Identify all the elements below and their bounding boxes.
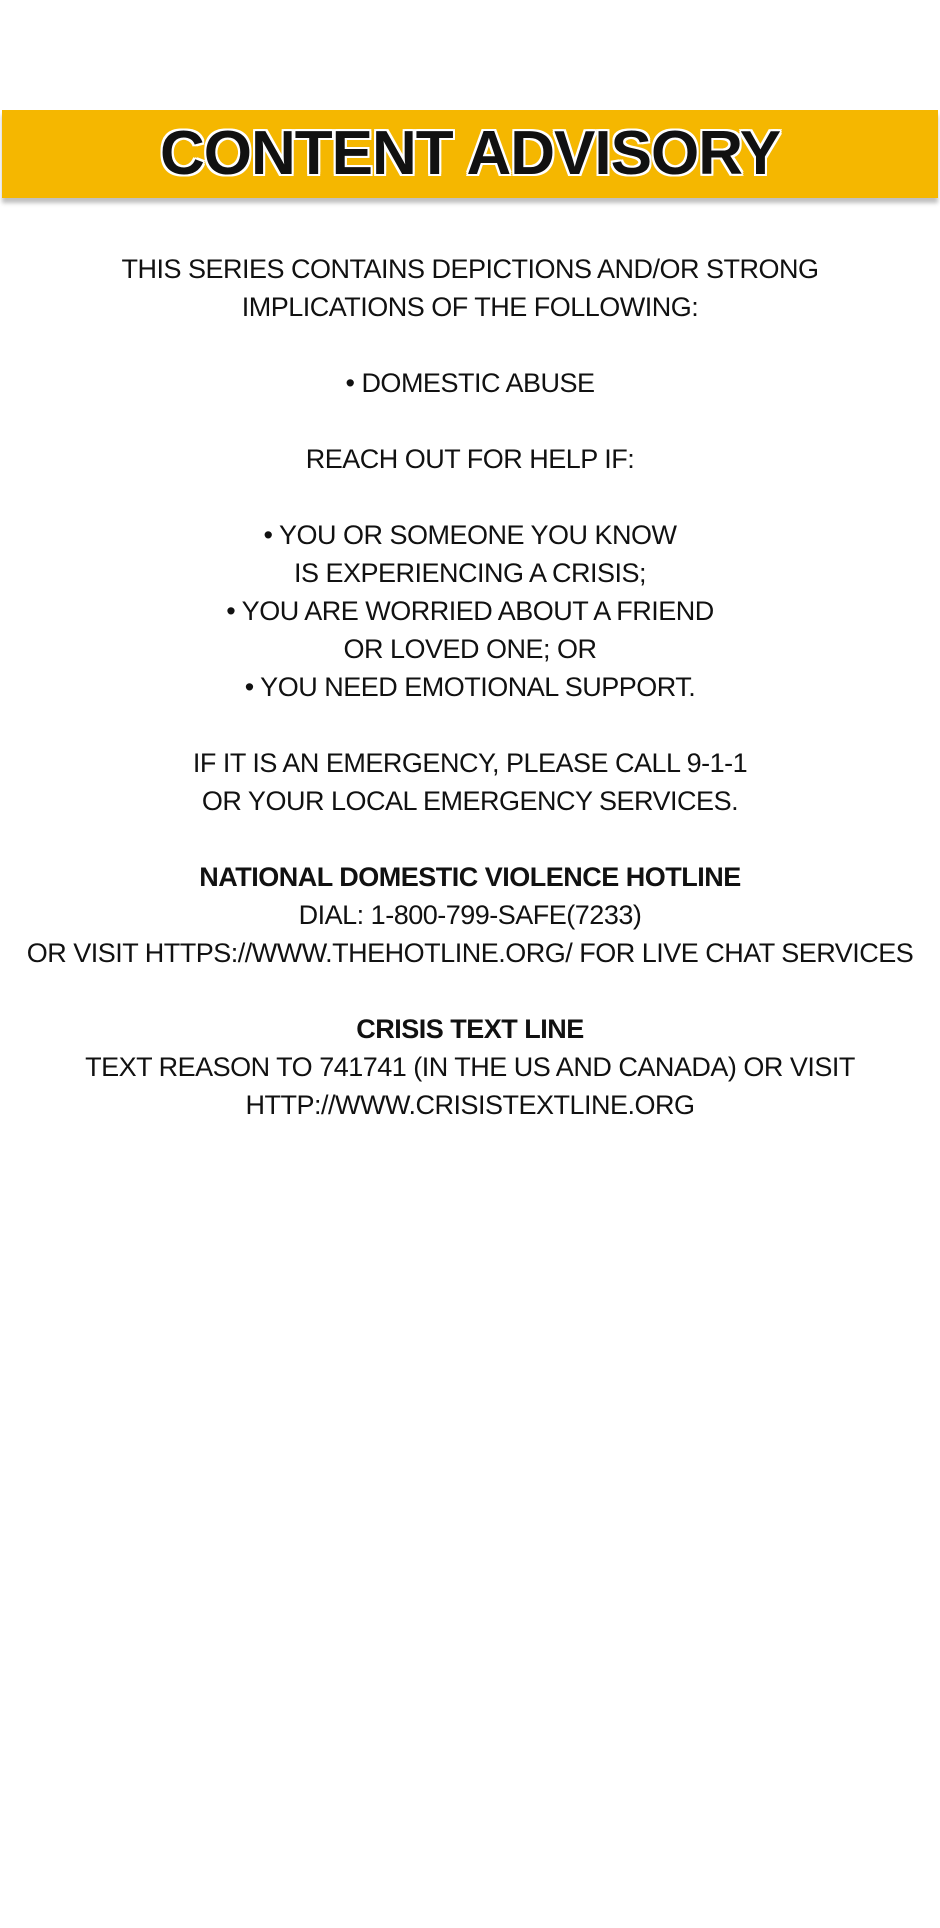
reach-out-item: • YOU OR SOMEONE YOU KNOW [263, 520, 677, 550]
crisis-text-line-2: HTTP://WWW.CRISISTEXTLINE.ORG [245, 1090, 695, 1120]
topic-item: • DOMESTIC ABUSE [345, 368, 595, 398]
hotline-title: NATIONAL DOMESTIC VIOLENCE HOTLINE [199, 862, 741, 892]
emergency-line-2: OR YOUR LOCAL EMERGENCY SERVICES. [201, 786, 739, 816]
reach-out-heading: REACH OUT FOR HELP IF: [305, 444, 635, 474]
spacer [0, 706, 940, 744]
reach-out-item: OR LOVED ONE; OR [343, 634, 597, 664]
crisis-text-line-1: TEXT REASON TO 741741 (IN THE US AND CANADA) OR VISIT [85, 1052, 855, 1082]
intro-line-1: THIS SERIES CONTAINS DEPICTIONS AND/OR STRONG [121, 254, 819, 284]
banner-title: CONTENT ADVISORY [159, 119, 781, 188]
reach-out-item: IS EXPERIENCING A CRISIS; [293, 558, 647, 588]
reach-out-item: • YOU NEED EMOTIONAL SUPPORT. [244, 672, 696, 702]
hotline-visit: OR VISIT HTTPS://WWW.THEHOTLINE.ORG/ FOR LIVE CHAT SERVICES [26, 938, 914, 968]
emergency-line-1: IF IT IS AN EMERGENCY, PLEASE CALL 9-1-1 [192, 748, 748, 778]
advisory-banner [2, 110, 938, 198]
hotline-dial: DIAL: 1-800-799-SAFE(7233) [298, 900, 642, 930]
intro-line-2: IMPLICATIONS OF THE FOLLOWING: [241, 292, 699, 322]
spacer [0, 326, 940, 364]
spacer [0, 478, 940, 516]
crisis-text-title: CRISIS TEXT LINE [356, 1014, 584, 1044]
spacer [0, 402, 940, 440]
advisory-content [0, 250, 940, 1124]
spacer [0, 820, 940, 858]
reach-out-item: • YOU ARE WORRIED ABOUT A FRIEND [226, 596, 714, 626]
spacer [0, 972, 940, 1010]
